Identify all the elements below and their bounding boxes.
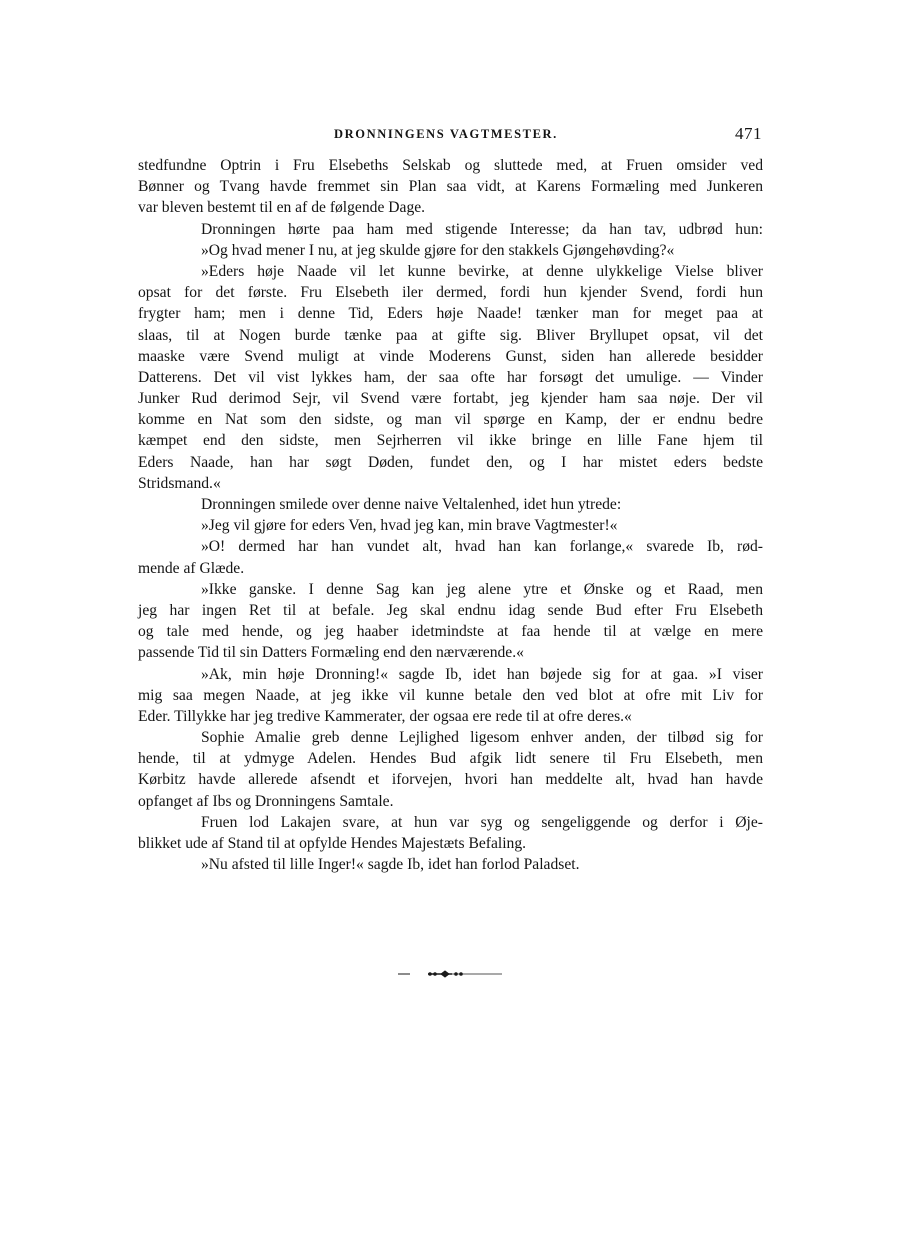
text-line: »Jeg vil gjøre for eders Ven, hvad jeg kan, min brave Vagtmester!«	[201, 517, 618, 535]
end-ornament-icon	[398, 968, 508, 980]
running-head	[0, 124, 904, 148]
text-line: Dronningen smilede over denne naive Veltalenhed, idet hun ytrede:	[201, 496, 622, 513]
text-line: Eder. Tillykke har jeg tredive Kammerater, der ogsaa ere rede til at ofre deres.«	[138, 707, 632, 725]
text-line: Junker Rud derimod Sejr, vil Svend være fortabt, jeg kjender ham saa nøje. Der vil	[138, 390, 763, 408]
text-line: jeg har ingen Ret til at befale. Jeg skal endnu idag sende Bud efter Fru Elsebeth	[138, 601, 763, 619]
text-line: »O! dermed har han vundet alt, hvad han kan forlange,« svarede Ib, rød-	[201, 538, 763, 556]
text-line: Dronningen hørte paa ham med stigende Interesse; da han tav, udbrød hun:	[201, 220, 763, 238]
text-line: var bleven bestemt til en af de følgende Dage.	[138, 199, 426, 217]
text-line: og tale med hende, og jeg haaber idetmindste at faa hende til at vælge en mere	[138, 623, 763, 641]
text-line: mig saa megen Naade, at jeg ikke vil kunne betale den ved blot at ofre mit Liv for	[138, 686, 763, 704]
text-line: kæmpet end den sidste, men Sejrherren vil ikke bringe en lille Fane hjem til	[138, 432, 763, 450]
text-line: slaas, til at Nogen burde tænke paa at gifte sig. Bliver Bryllupet opsat, vil det	[138, 326, 763, 344]
text-line: Datterens. Det vil vist lykkes ham, der saa ofte har forsøgt det umulige. — Vinder	[138, 368, 763, 386]
text-line: »Ak, min høje Dronning!« sagde Ib, idet han bøjede sig for at gaa. »I viser	[201, 665, 763, 683]
text-line: »Eders høje Naade vil let kunne bevirke, at denne ulykkelige Vielse bliver	[201, 262, 763, 280]
text-line: blikket ude af Stand til at opfylde Hendes Majestæts Befaling.	[138, 835, 527, 852]
text-line: Fruen lod Lakajen svare, at hun var syg og sengeliggende og derfor i Øje-	[201, 813, 763, 831]
text-line: maaske være Svend muligt at vinde Moderens Gunst, siden han allerede besidder	[138, 347, 763, 365]
text-line: passende Tid til sin Datters Formæling end den nærværende.«	[138, 644, 524, 662]
text-line: hende, til at ydmyge Adelen. Hendes Bud afgik lidt senere til Fru Elsebeth, men	[138, 750, 763, 768]
text-line: opfanget af Ibs og Dronningens Samtale.	[138, 792, 394, 810]
text-line: Sophie Amalie greb denne Lejlighed ligesom enhver anden, der tilbød sig for	[201, 729, 763, 747]
text-line: Kørbitz havde allerede afsendt et iforvejen, hvori han meddelte alt, hvad han havde	[138, 771, 763, 789]
text-line: Eders Naade, han har søgt Døden, fundet den, og I har mistet eders bedste	[138, 453, 763, 471]
text-line: Bønner og Tvang havde fremmet sin Plan saa vidt, at Karens Formæling med Junkeren	[138, 178, 763, 196]
text-line: »Nu afsted til lille Inger!« sagde Ib, idet han forlod Paladset.	[201, 856, 580, 874]
text-line: »Og hvad mener I nu, at jeg skulde gjøre for den stakkels Gjøngehøvding?«	[201, 241, 675, 259]
text-line: komme en Nat som den sidste, og man vil spørge en Kamp, der er endnu bedre	[138, 411, 763, 429]
text-line: frygter ham; men i denne Tid, Eders høje Naade! tænker man for meget paa at	[138, 305, 763, 323]
text-line: mende af Glæde.	[138, 559, 245, 577]
text-line: Stridsmand.«	[138, 474, 221, 492]
text-line: opsat for det første. Fru Elsebeth iler dermed, fordi hun kjender Svend, fordi hun	[138, 284, 763, 302]
text-line: »Ikke ganske. I denne Sag kan jeg alene ytre et Ønske og et Raad, men	[201, 580, 763, 598]
text-body	[138, 155, 763, 875]
page-number: 471	[735, 124, 762, 143]
running-title: DRONNINGENS VAGTMESTER.	[334, 127, 558, 141]
text-line: stedfundne Optrin i Fru Elsebeths Selskab og sluttede med, at Fruen omsider ved	[138, 157, 763, 174]
